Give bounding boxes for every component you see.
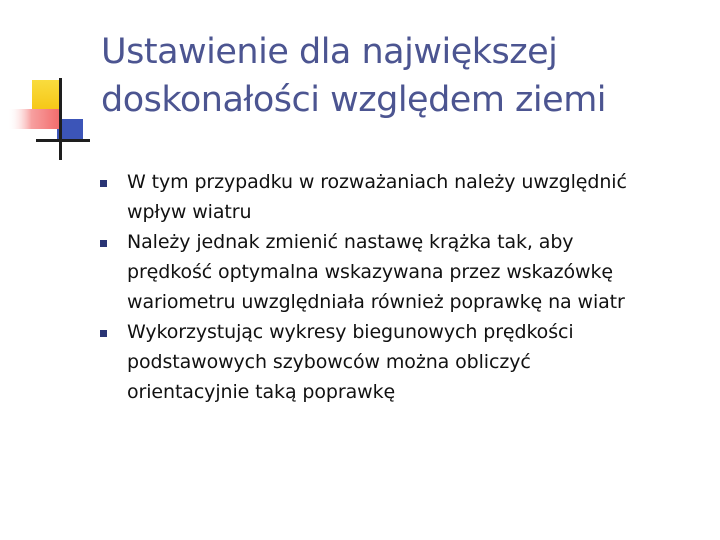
bullet-text-line: wariometru uwzględniała również poprawkę na wiatr: [127, 291, 625, 313]
slide-title: [101, 28, 701, 124]
square-bullet-icon: [100, 180, 107, 187]
bullet-item: [100, 227, 700, 317]
bullet-list: [100, 167, 700, 407]
decoration-red-bar: [8, 109, 60, 129]
bullet-text-line: W tym przypadku w rozważaniach należy uwzględnić: [127, 171, 627, 193]
bullet-item: [100, 167, 700, 227]
bullet-text-line: Wykorzystując wykresy biegunowych prędkości: [127, 321, 574, 343]
decoration-horizontal-line: [36, 139, 90, 142]
bullet-text-line: orientacyjnie taką poprawkę: [127, 381, 396, 403]
square-bullet-icon: [100, 330, 107, 337]
bullet-text-line: Należy jednak zmienić nastawę krążka tak, aby: [127, 231, 574, 253]
corner-decoration: [0, 0, 110, 170]
decoration-vertical-line: [59, 78, 62, 160]
bullet-text-line: wpływ wiatru: [127, 201, 252, 223]
bullet-item: [100, 317, 700, 407]
square-bullet-icon: [100, 240, 107, 247]
bullet-text-line: podstawowych szybowców można obliczyć: [127, 351, 531, 373]
slide-title-line: doskonałości względem ziemi: [101, 80, 607, 120]
slide-title-line: Ustawienie dla największej: [101, 32, 558, 72]
bullet-text-line: prędkość optymalna wskazywana przez wskazówkę: [127, 261, 613, 283]
